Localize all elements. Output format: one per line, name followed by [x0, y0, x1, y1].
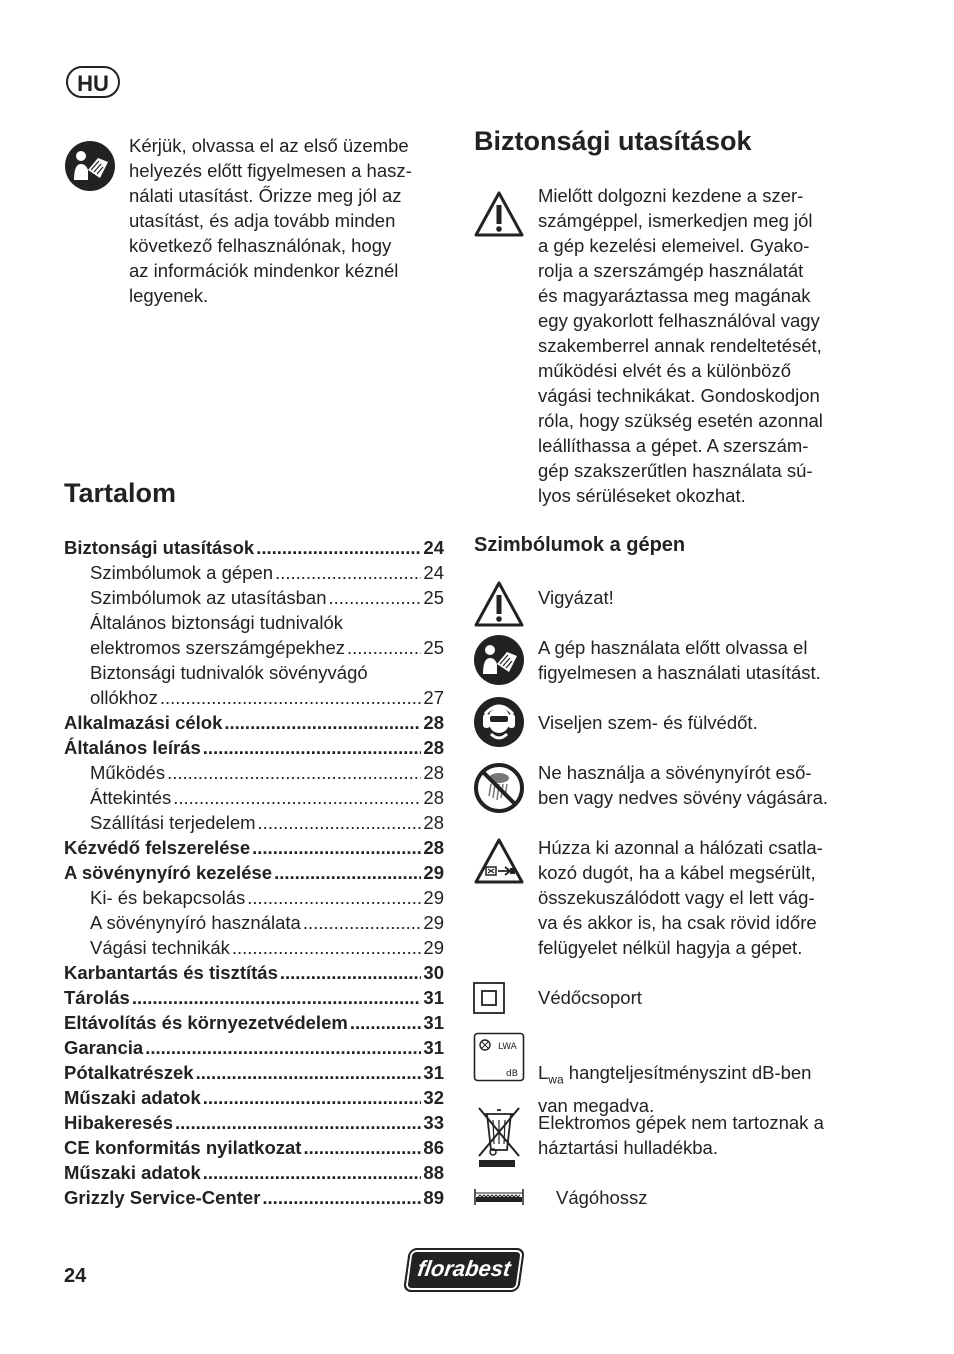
toc-entry-page: 32	[423, 1087, 444, 1108]
toc-entry-page: 25	[423, 587, 444, 608]
toc-entry-page: 27	[423, 687, 444, 708]
toc-entry-page: 30	[423, 962, 444, 983]
toc-entry	[64, 1110, 444, 1135]
toc-leader-dots	[132, 985, 422, 1010]
toc-entry-label: Biztonsági utasítások	[64, 537, 255, 558]
toc-entry-label: elektromos szerszámgépekhez	[90, 637, 345, 658]
toc-entry-label: A sövénynyíró kezelése	[64, 862, 273, 883]
toc-entry	[64, 1035, 444, 1060]
toc-entry	[64, 1135, 444, 1160]
toc-entry-page: 29	[423, 937, 444, 958]
warning-triangle-icon	[473, 578, 525, 630]
toc-entry	[64, 610, 444, 635]
cutting-length-icon	[473, 1185, 525, 1207]
safety-title: Biztonsági utasítások	[474, 126, 752, 156]
symbol-weee-text: Elektromos gépek nem tartoznak a háztartási hulladékba.	[538, 1112, 824, 1158]
toc-entry-page: 24	[423, 562, 444, 583]
lwa-sub: wa	[548, 1072, 564, 1087]
symbol-rain-text: Ne használja a sövénynyírót eső- ben vagy nedves sövény vágására.	[538, 762, 829, 808]
symbol-sound-desc: hangteljesítményszint dB-ben van megadva.	[538, 1062, 812, 1116]
toc-entry-page: 31	[423, 1062, 444, 1083]
toc-entry-label: Általános biztonsági tudnivalók	[90, 612, 343, 633]
safety-text: Mielőtt dolgozni kezdene a szer- számgéppel, ismerkedjen meg jól a gép kezelési elemeivel. Gyako- rolja a szerszámgép használatát és magyaráztassa meg magának egy gyakorlott felhasználóval vagy szakemberrel annak rendeltetését, működési elvét és a különböző vágási technikákat. Gondoskodjon róla, hogy szükség esetén azonnal leállíthassa a gépet. A szerszám- gép szakszerűtlen használata sú- lyos sérüléseket okozhat.	[538, 185, 823, 506]
toc-entry-label: Pótalkatrészek	[64, 1062, 194, 1083]
toc-entry-label: Általános leírás	[64, 737, 201, 758]
toc-entry	[64, 1060, 444, 1085]
symbol-class-text: Védőcsoport	[538, 987, 642, 1008]
toc-leader-dots	[160, 685, 422, 710]
toc-leader-dots	[196, 1060, 422, 1085]
read-manual-icon	[64, 140, 116, 192]
toc-leader-dots	[247, 885, 421, 910]
toc-entry-page: 28	[423, 737, 444, 758]
read-manual-icon	[473, 634, 525, 686]
toc-entry-label: Hibakeresés	[64, 1112, 174, 1133]
toc-entry-label: Tárolás	[64, 987, 130, 1008]
toc-entry-label: Műszaki adatok	[64, 1087, 201, 1108]
toc-entry	[64, 685, 444, 710]
toc-entry-page: 24	[423, 537, 444, 558]
toc-entry	[64, 785, 444, 810]
toc-leader-dots	[303, 910, 422, 935]
toc-title: Tartalom	[64, 478, 177, 508]
toc-leader-dots	[167, 760, 421, 785]
sound-power-icon	[473, 1032, 525, 1082]
page-number: 24	[64, 1265, 87, 1287]
toc-entry	[64, 535, 444, 560]
toc-leader-dots	[232, 935, 422, 960]
toc-entry	[64, 760, 444, 785]
unplug-warning-icon	[473, 835, 525, 887]
toc-entry-page: 31	[423, 987, 444, 1008]
toc-entry-label: Kézvédő felszerelése	[64, 837, 251, 858]
toc-entry	[64, 660, 444, 685]
toc-entry	[64, 960, 444, 985]
toc-entry-label: Áttekintés	[90, 787, 172, 808]
toc-leader-dots	[224, 710, 421, 735]
no-rain-icon	[473, 762, 525, 814]
toc-entry-page: 31	[423, 1037, 444, 1058]
toc-leader-dots	[347, 635, 421, 660]
toc-entry	[64, 585, 444, 610]
toc-entry-label: Működés	[90, 762, 166, 783]
symbol-manual-text: A gép használata előtt olvassa el figyelmesen a használati utasítást.	[538, 637, 821, 683]
toc-entry-label: Karbantartás és tisztítás	[64, 962, 278, 983]
ear-eye-protection-icon	[473, 696, 525, 748]
toc-leader-dots	[175, 1110, 421, 1135]
toc-leader-dots	[145, 1035, 421, 1060]
toc-leader-dots	[203, 1160, 422, 1185]
toc-leader-dots	[329, 585, 422, 610]
toc-entry-label: Garancia	[64, 1037, 144, 1058]
toc-entry-page: 29	[423, 912, 444, 933]
brand-logo: florabest	[403, 1248, 525, 1292]
toc-entry-page: 25	[423, 637, 444, 658]
sound-icon-label: LWA	[498, 1042, 517, 1052]
toc-entry-page: 28	[423, 837, 444, 858]
toc-entry-label: Eltávolítás és környezetvédelem	[64, 1012, 348, 1033]
toc-entry-label: ollókhoz	[90, 687, 158, 708]
toc-leader-dots	[252, 835, 421, 860]
warning-triangle-icon	[473, 190, 525, 238]
toc-entry-label: Műszaki adatok	[64, 1162, 201, 1183]
intro-text: Kérjük, olvassa el az első üzembe helyezés előtt figyelmesen a hasz- nálati utasítást. Őrizze meg jól az utasítást, és adja tovább minden következő felhasználónak, hogy az információk mindenkor kéznél legyenek.	[129, 135, 412, 306]
symbol-warning-text: Vigyázat!	[538, 587, 614, 608]
toc-leader-dots	[280, 960, 422, 985]
toc-entry	[64, 710, 444, 735]
toc-entry-page: 86	[423, 1137, 444, 1158]
toc-entry	[64, 735, 444, 760]
toc-entry	[64, 1185, 444, 1210]
toc-entry-label: A sövénynyíró használata	[90, 912, 301, 933]
toc-entry-page: 29	[423, 862, 444, 883]
toc-entry	[64, 1085, 444, 1110]
toc-entry-label: Szimbólumok az utasításban	[90, 587, 327, 608]
toc-entry-page: 28	[423, 787, 444, 808]
toc-entry	[64, 1160, 444, 1185]
toc-entry-page: 31	[423, 1012, 444, 1033]
toc-entry	[64, 860, 444, 885]
toc-leader-dots	[262, 1185, 421, 1210]
toc-entry	[64, 635, 444, 660]
toc-leader-dots	[256, 535, 421, 560]
toc-entry-page: 33	[423, 1112, 444, 1133]
table-of-contents	[64, 535, 444, 1210]
toc-leader-dots	[203, 1085, 422, 1110]
protection-class-icon	[473, 982, 505, 1014]
toc-entry	[64, 985, 444, 1010]
toc-leader-dots	[258, 810, 422, 835]
lwa-l: L	[538, 1062, 549, 1083]
toc-leader-dots	[203, 735, 422, 760]
toc-entry	[64, 885, 444, 910]
symbol-protection-text: Viseljen szem- és fülvédőt.	[538, 712, 758, 733]
sound-icon-unit: dB	[506, 1069, 518, 1079]
toc-entry-label: CE konformitás nyilatkozat	[64, 1137, 302, 1158]
toc-entry-label: Szállítási terjedelem	[90, 812, 256, 833]
toc-entry-page: 28	[423, 812, 444, 833]
toc-entry	[64, 935, 444, 960]
toc-leader-dots	[303, 1135, 421, 1160]
toc-entry	[64, 835, 444, 860]
toc-entry-page: 29	[423, 887, 444, 908]
toc-entry-label: Szimbólumok a gépen	[90, 562, 274, 583]
symbol-sound-text	[538, 1035, 868, 1118]
toc-entry-page: 88	[423, 1162, 444, 1183]
toc-entry-label: Alkalmazási célok	[64, 712, 223, 733]
toc-leader-dots	[275, 560, 421, 585]
toc-entry	[64, 810, 444, 835]
symbol-length-text: Vágóhossz	[556, 1187, 648, 1208]
symbols-title: Szimbólumok a gépen	[474, 534, 686, 556]
toc-leader-dots	[173, 785, 421, 810]
toc-entry-label: Ki- és bekapcsolás	[90, 887, 246, 908]
toc-leader-dots	[350, 1010, 422, 1035]
toc-entry	[64, 1010, 444, 1035]
toc-entry-page: 89	[423, 1187, 444, 1208]
weee-bin-icon	[473, 1104, 525, 1168]
toc-entry	[64, 910, 444, 935]
symbol-unplug-text: Húzza ki azonnal a hálózati csatla- kozó dugót, ha a kábel megsérült, összekuszálódott vagy el lett vág- va és akkor is, ha csak rövid időre felügyelet nélkül hagyja a gépet.	[538, 837, 823, 958]
toc-entry-label: Vágási technikák	[90, 937, 230, 958]
toc-entry-label: Grizzly Service-Center	[64, 1187, 261, 1208]
toc-entry-page: 28	[423, 712, 444, 733]
language-badge: HU	[66, 66, 120, 98]
toc-entry-page: 28	[423, 762, 444, 783]
toc-entry-label: Biztonsági tudnivalók sövényvágó	[90, 662, 368, 683]
toc-entry	[64, 560, 444, 585]
toc-leader-dots	[274, 860, 421, 885]
